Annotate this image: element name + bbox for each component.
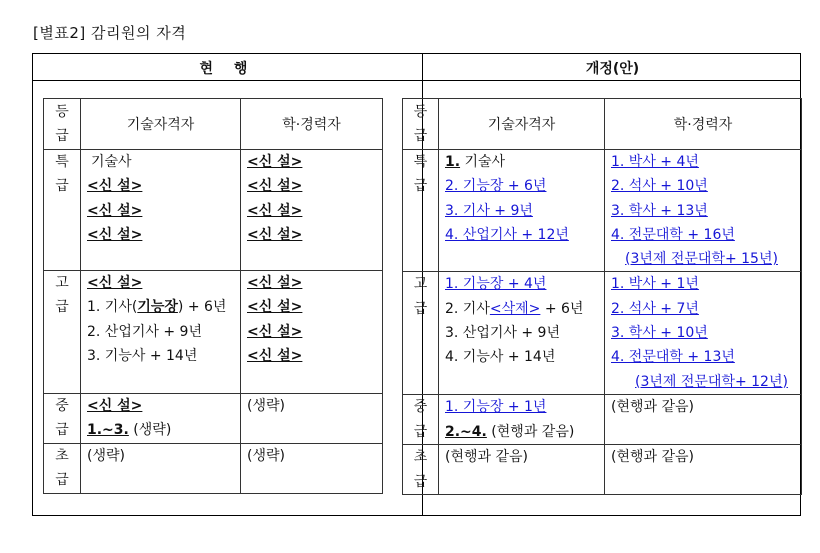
current-mid-tech: <신 설> 1.~3. (생략) (81, 394, 241, 444)
current-mid-academic: (생략) (241, 394, 383, 444)
current-special-academic: <신 설> <신 설> <신 설> <신 설> (241, 150, 383, 271)
current-qualification-table (43, 98, 383, 494)
table-row-special (44, 150, 383, 271)
grade-mid: 중 급 (403, 395, 439, 445)
revised-special-tech: 1. 기술사 2. 기능장 + 6년 3. 기사 + 9년 4. 산업기사 + 12년 (439, 150, 605, 272)
academic-header: 학·경력자 (605, 99, 802, 150)
revised-high-tech: 1. 기능장 + 4년 2. 기사<삭제> + 6년 3. 산업기사 + 9년 4. 기능사 + 14년 (439, 272, 605, 395)
table-header-row (403, 99, 802, 150)
grade-special: 특 급 (403, 150, 439, 272)
table-row-entry (44, 444, 383, 494)
grade-entry: 초 급 (44, 444, 81, 494)
table-header-row (44, 99, 383, 150)
revised-high-academic: 1. 박사 + 1년 2. 석사 + 7년 3. 학사 + 10년 4. 전문대학 + 13년 (3년제 전문대학+ 12년) (605, 272, 802, 395)
document-title: [별표2] 감리원의 자격 (33, 24, 187, 42)
grade-high: 고 급 (44, 271, 81, 394)
current-section-heading: 현 행 (199, 61, 256, 77)
table-row-high (44, 271, 383, 394)
grade-header: 등 급 (44, 99, 81, 150)
table-row-high (403, 272, 802, 395)
revised-mid-academic: (현행과 같음) (605, 395, 802, 445)
revised-qualification-table (402, 98, 802, 495)
grade-special: 특 급 (44, 150, 81, 271)
tech-header: 기술자격자 (439, 99, 605, 150)
current-entry-academic: (생략) (241, 444, 383, 494)
academic-header: 학·경력자 (241, 99, 383, 150)
current-high-academic: <신 설> <신 설> <신 설> <신 설> (241, 271, 383, 394)
revised-special-academic: 1. 박사 + 4년 2. 석사 + 10년 3. 학사 + 13년 4. 전문대학 + 16년 (3년제 전문대학+ 15년) (605, 150, 802, 272)
revised-entry-academic: (현행과 같음) (605, 445, 802, 495)
grade-mid: 중 급 (44, 394, 81, 444)
revised-mid-tech: 1. 기능장 + 1년 2.~4. (현행과 같음) (439, 395, 605, 445)
revised-section-heading: 개정(안) (585, 61, 640, 77)
current-high-tech: <신 설> 1. 기사(기능장) + 6년 2. 산업기사 + 9년 3. 기능사 + 14년 (81, 271, 241, 394)
grade-header: 등 급 (403, 99, 439, 150)
table-row-mid (403, 395, 802, 445)
table-row-entry (403, 445, 802, 495)
revised-entry-tech: (현행과 같음) (439, 445, 605, 495)
current-special-tech: 기술사 <신 설> <신 설> <신 설> (81, 150, 241, 271)
header-divider (33, 80, 800, 81)
grade-entry: 초 급 (403, 445, 439, 495)
tech-header: 기술자격자 (81, 99, 241, 150)
grade-high: 고 급 (403, 272, 439, 395)
table-row-mid (44, 394, 383, 444)
table-row-special (403, 150, 802, 272)
current-entry-tech: (생략) (81, 444, 241, 494)
